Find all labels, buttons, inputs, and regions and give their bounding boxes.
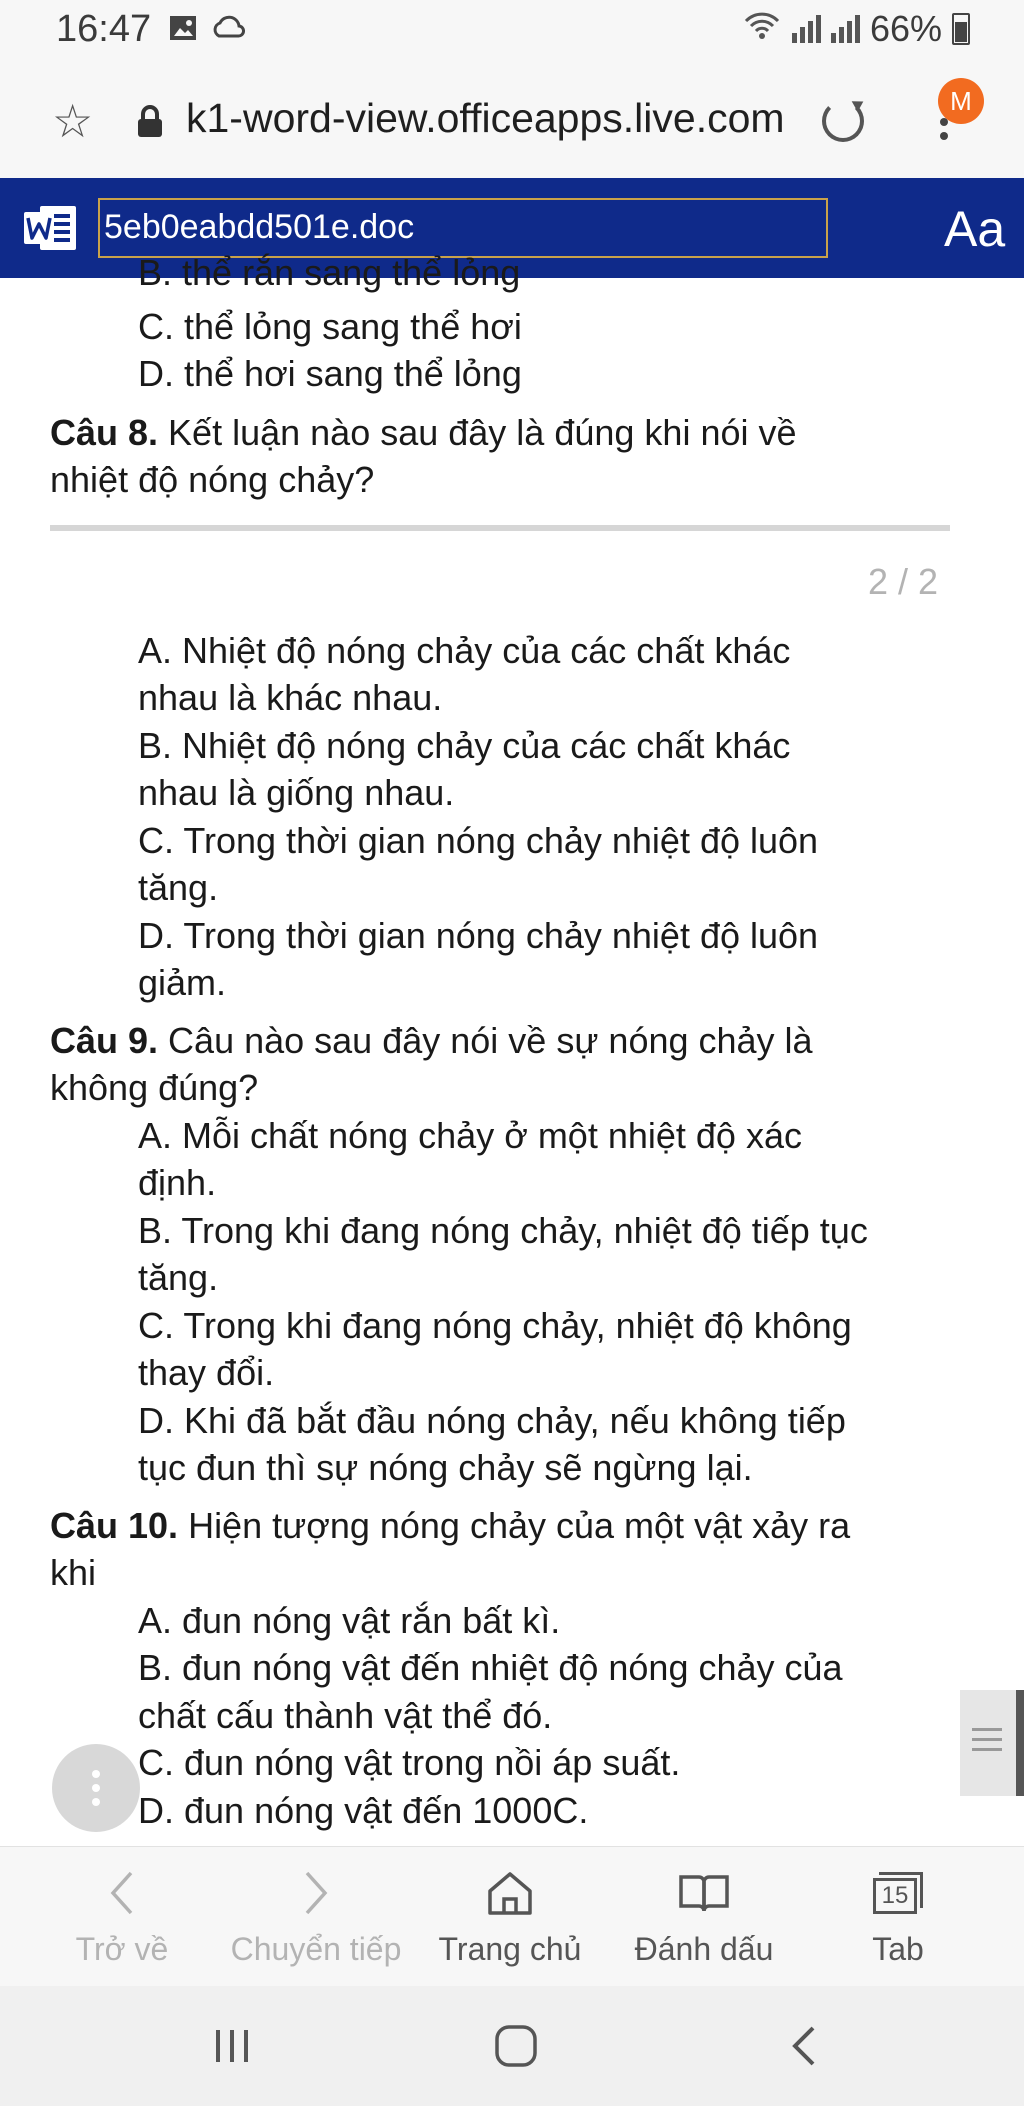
document-line: D. thể hơi sang thể lỏng <box>138 353 522 394</box>
answer-line: nhau là khác nhau. <box>138 677 443 718</box>
cloud-sync-icon <box>210 14 246 47</box>
question-text: Câu nào sau đây nói về sự nóng chảy là <box>158 1020 813 1061</box>
reload-icon[interactable] <box>822 100 864 142</box>
answer-line: B. đun nóng vật đến nhiệt độ nóng chảy của <box>138 1647 843 1688</box>
drag-handle-icon <box>972 1728 1002 1758</box>
document-content[interactable] <box>0 252 1024 1846</box>
battery-icon <box>952 13 970 45</box>
question-text: Kết luận nào sau đây là đúng khi nói về <box>158 412 797 453</box>
chevron-right-icon <box>216 1865 416 1921</box>
book-icon <box>604 1865 804 1921</box>
tabs-label: Tab <box>872 1931 924 1967</box>
answer-line: D. Trong thời gian nóng chảy nhiệt độ luôn <box>138 915 819 956</box>
question-number: Câu 8. <box>50 412 159 453</box>
home-button[interactable] <box>410 1847 610 1987</box>
avatar[interactable]: M <box>938 78 984 124</box>
question-text: nhiệt độ nóng chảy? <box>50 459 375 500</box>
answer-line: thay đổi. <box>138 1352 275 1393</box>
answer-line: A. Mỗi chất nóng chảy ở một nhiệt độ xác <box>138 1115 802 1156</box>
browser-bottom-nav <box>0 1846 1024 1986</box>
scrollbar-handle[interactable] <box>960 1690 1024 1796</box>
document-line: B. thể rắn sang thể lỏng <box>138 252 521 293</box>
answer-line: B. Nhiệt độ nóng chảy của các chất khác <box>138 725 791 766</box>
word-logo-icon[interactable] <box>22 200 78 256</box>
answer-line: A. đun nóng vật rắn bất kì. <box>138 1600 561 1641</box>
page-indicator: 2 / 2 <box>868 561 939 602</box>
tabs-icon <box>798 1865 998 1921</box>
android-home-button[interactable] <box>436 1986 596 2106</box>
tabs-button[interactable] <box>798 1847 998 1987</box>
answer-line: tăng. <box>138 1257 219 1298</box>
text-size-button[interactable]: Aa <box>944 201 1006 257</box>
answer-line: giảm. <box>138 962 227 1003</box>
answer-line: C. Trong khi đang nóng chảy, nhiệt độ không <box>138 1305 852 1346</box>
home-label: Trang chủ <box>438 1931 582 1967</box>
question-text: Hiện tượng nóng chảy của một vật xảy ra <box>178 1505 851 1546</box>
android-back-button[interactable] <box>724 1986 884 2106</box>
answer-line: định. <box>138 1162 217 1203</box>
back-button[interactable] <box>22 1847 222 1987</box>
answer-line: C. đun nóng vật trong nồi áp suất. <box>138 1742 681 1783</box>
question-number: Câu 10. <box>50 1505 179 1546</box>
answer-line: D. đun nóng vật đến 1000C. <box>138 1790 589 1831</box>
document-line: C. thể lỏng sang thể hơi <box>138 306 522 347</box>
status-time: 16:47 <box>56 8 152 50</box>
forward-button[interactable] <box>216 1847 416 1987</box>
lock-icon <box>136 104 164 138</box>
more-options-button[interactable] <box>52 1744 140 1832</box>
recent-apps-icon <box>212 2028 252 2064</box>
question-8 <box>50 412 797 454</box>
android-nav-bar <box>0 1986 1024 2106</box>
browser-url-bar <box>0 60 1024 178</box>
back-label: Trở về <box>75 1931 169 1967</box>
question-10 <box>50 1505 850 1547</box>
tab-count: 15 <box>873 1878 917 1914</box>
answer-line: C. Trong thời gian nóng chảy nhiệt độ luôn <box>138 820 819 861</box>
wifi-icon <box>742 8 782 50</box>
back-arrow-icon <box>789 2024 819 2068</box>
page-separator <box>50 525 950 531</box>
document-name-field[interactable]: 5eb0eabdd501e.doc <box>98 198 828 258</box>
bookmarks-label: Đánh dấu <box>634 1931 774 1967</box>
answer-line: nhau là giống nhau. <box>138 772 455 813</box>
battery-percent: 66% <box>869 8 942 49</box>
question-text: không đúng? <box>50 1067 259 1108</box>
bookmarks-button[interactable] <box>604 1847 804 1987</box>
forward-label: Chuyển tiếp <box>230 1931 402 1967</box>
recent-apps-button[interactable] <box>152 1986 312 2106</box>
answer-line: chất cấu thành vật thể đó. <box>138 1695 553 1736</box>
question-text: khi <box>50 1552 97 1593</box>
bookmark-star-icon[interactable]: ☆ <box>52 95 94 147</box>
image-icon <box>168 14 198 47</box>
question-9 <box>50 1020 813 1062</box>
status-bar <box>0 0 1024 60</box>
answer-line: B. Trong khi đang nóng chảy, nhiệt độ tiếp tục <box>138 1210 868 1251</box>
url-text[interactable]: k1-word-view.officeapps.live.com <box>186 95 785 141</box>
home-square-icon <box>494 2024 538 2068</box>
signal-icon <box>792 15 821 43</box>
home-icon <box>410 1865 610 1921</box>
signal-icon <box>831 15 860 43</box>
question-number: Câu 9. <box>50 1020 159 1061</box>
chevron-left-icon <box>22 1865 222 1921</box>
answer-line: tăng. <box>138 867 219 908</box>
answer-line: A. Nhiệt độ nóng chảy của các chất khác <box>138 630 791 671</box>
answer-line: tục đun thì sự nóng chảy sẽ ngừng lại. <box>138 1447 753 1488</box>
answer-line: D. Khi đã bắt đầu nóng chảy, nếu không tiếp <box>138 1400 846 1441</box>
